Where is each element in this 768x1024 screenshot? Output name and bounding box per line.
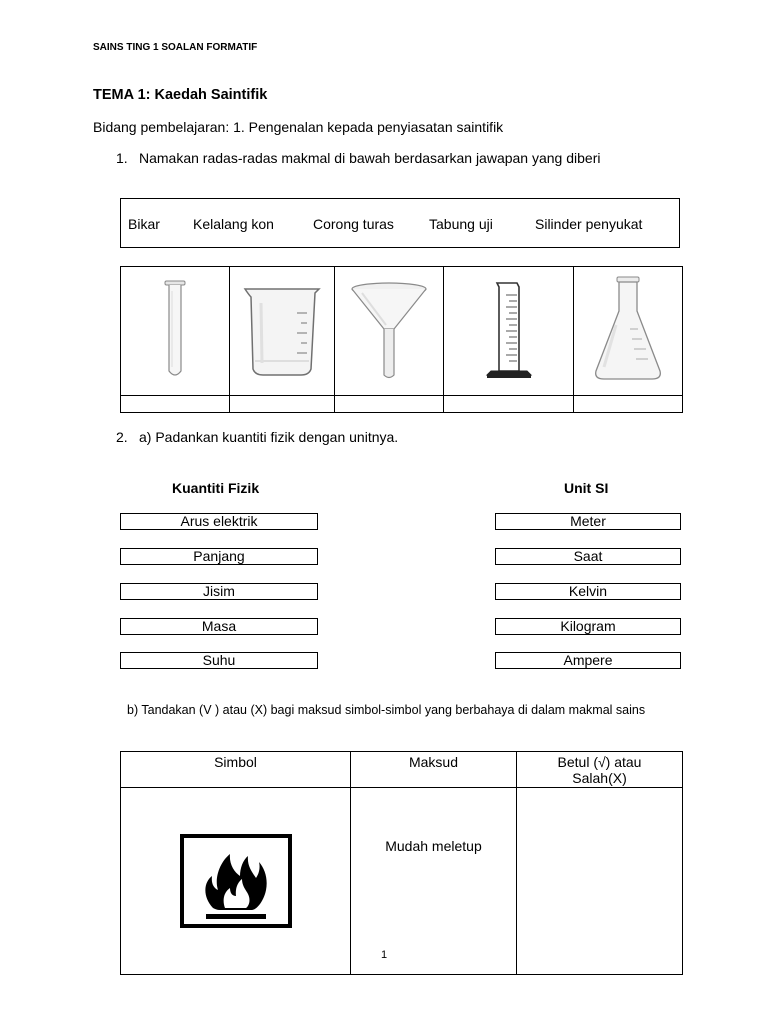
quantity-column-header: Kuantiti Fizik	[172, 480, 260, 496]
question-2-text: a) Padankan kuantiti fizik dengan unitnya.	[139, 429, 399, 445]
theme-title: TEMA 1: Kaedah Saintifik	[93, 87, 268, 103]
unit-box[interactable]: Ampere	[495, 652, 681, 669]
hazard-symbol-table	[120, 751, 683, 975]
col-maksud-header: Maksud	[351, 752, 517, 788]
unit-box[interactable]: Kilogram	[495, 618, 681, 635]
answer-option: Tabung uji	[429, 216, 493, 232]
answer-option: Corong turas	[313, 216, 394, 232]
page-number: 1	[380, 949, 388, 961]
quantity-box[interactable]: Jisim	[120, 583, 318, 600]
quantity-box[interactable]: Suhu	[120, 652, 318, 669]
answer-blank-cell[interactable]	[444, 396, 574, 413]
flammable-icon	[180, 834, 292, 928]
document-header: SAINS TING 1 SOALAN FORMATIF	[93, 42, 258, 53]
measuring-cylinder-icon	[479, 279, 539, 383]
funnel-icon	[348, 279, 430, 383]
quantity-box[interactable]: Panjang	[120, 548, 318, 565]
apparatus-cell	[121, 267, 230, 396]
apparatus-table	[120, 266, 683, 413]
answer-option: Bikar	[128, 216, 160, 232]
quantity-box[interactable]: Masa	[120, 618, 318, 635]
apparatus-cell	[230, 267, 335, 396]
answer-blank-cell[interactable]	[121, 396, 230, 413]
test-tube-icon	[155, 279, 195, 383]
question-2-number: 2.	[116, 429, 128, 445]
apparatus-cell	[444, 267, 574, 396]
answer-options-box	[120, 198, 680, 248]
answer-blank-cell[interactable]	[230, 396, 335, 413]
maksud-cell: Mudah meletup	[351, 788, 517, 975]
answer-blank-cell[interactable]	[335, 396, 444, 413]
unit-box[interactable]: Saat	[495, 548, 681, 565]
apparatus-cell	[335, 267, 444, 396]
unit-box[interactable]: Meter	[495, 513, 681, 530]
apparatus-cell	[574, 267, 683, 396]
col-simbol-header: Simbol	[121, 752, 351, 788]
question-1	[116, 150, 600, 166]
quantity-box[interactable]: Arus elektrik	[120, 513, 318, 530]
question-1-text: Namakan radas-radas makmal di bawah berdasarkan jawapan yang diberi	[139, 150, 601, 166]
answer-cell[interactable]	[517, 788, 683, 975]
question-1-number: 1.	[116, 150, 128, 166]
question-2b-text: b) Tandakan (V ) atau (X) bagi maksud simbol-simbol yang berbahaya di dalam makmal sains	[127, 703, 646, 717]
unit-box[interactable]: Kelvin	[495, 583, 681, 600]
unit-column-header: Unit SI	[564, 480, 609, 496]
answer-option: Silinder penyukat	[535, 216, 643, 232]
learning-area: Bidang pembelajaran: 1. Pengenalan kepada penyiasatan saintifik	[93, 119, 504, 135]
col-betul-header: Betul (√) atau Salah(X)	[517, 752, 683, 788]
symbol-cell	[121, 788, 351, 975]
beaker-icon	[239, 283, 325, 379]
answer-blank-cell[interactable]	[574, 396, 683, 413]
conical-flask-icon	[590, 275, 666, 387]
question-2	[116, 429, 398, 445]
answer-option: Kelalang kon	[193, 216, 274, 232]
